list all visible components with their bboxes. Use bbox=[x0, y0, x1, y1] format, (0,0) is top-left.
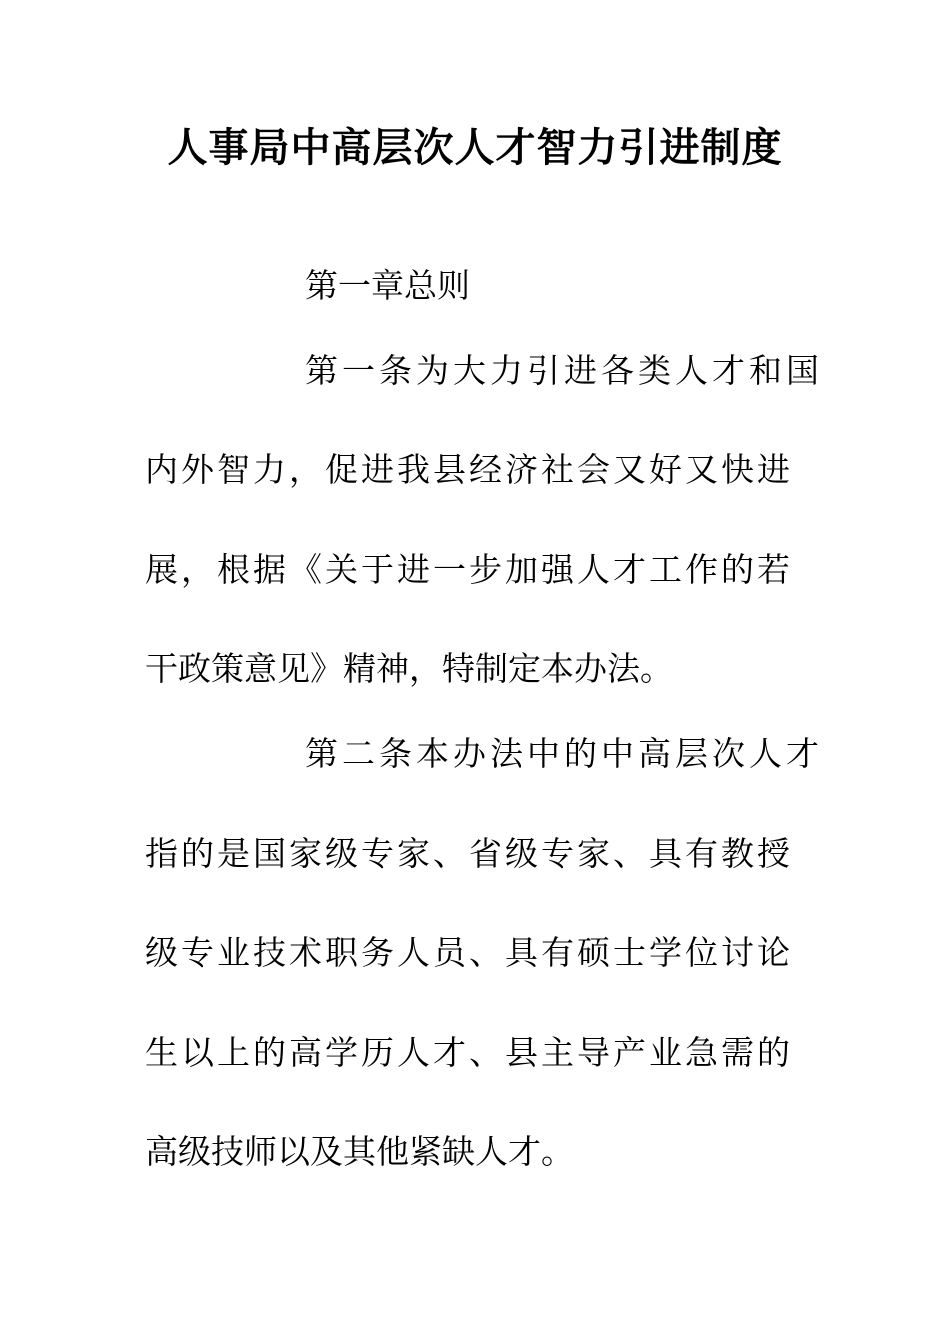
article-2-line: 级专业技术职务人员、具有硕士学位讨论 bbox=[145, 933, 793, 972]
article-1-line: 展，根据《关于进一步加强人才工作的若 bbox=[145, 550, 793, 589]
article-1-line: 内外智力，促进我县经济社会又好又快进 bbox=[145, 450, 793, 489]
article-2-line: 第二条本办法中的中高层次人才 bbox=[305, 734, 823, 773]
article-2-line: 生以上的高学历人才、县主导产业急需的 bbox=[145, 1033, 793, 1072]
article-1-line: 第一条为大力引进各类人才和国 bbox=[305, 351, 823, 390]
article-1-line: 干政策意见》精神，特制定本办法。 bbox=[145, 649, 673, 688]
chapter-heading: 第一章总则 bbox=[305, 266, 470, 305]
document-title: 人事局中高层次人才智力引进制度 bbox=[167, 124, 783, 171]
article-2-line: 指的是国家级专家、省级专家、具有教授 bbox=[145, 834, 793, 873]
article-2-line: 高级技师以及其他紧缺人才。 bbox=[145, 1132, 574, 1171]
